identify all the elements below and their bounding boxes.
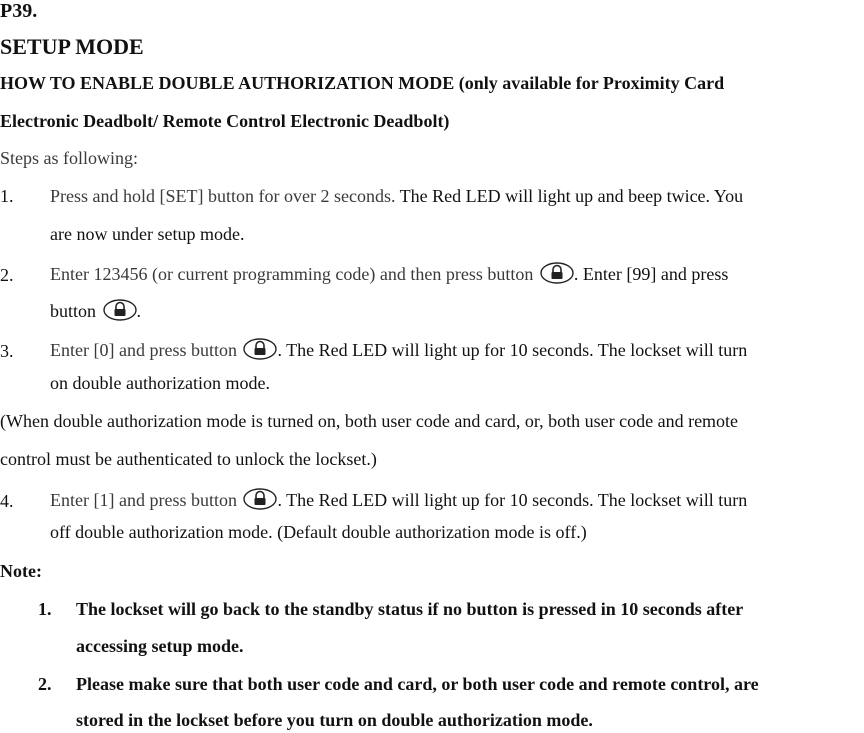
note-1-line-1: The lockset will go back to the standby status if no button is pressed in 10 seconds after [76, 599, 744, 619]
note-2-line-2: stored in the lockset before you turn on double authorization mode. [76, 710, 593, 730]
section-title: SETUP MODE [0, 34, 144, 59]
step-1-number: 1. [0, 186, 14, 206]
step-4-text-a: Enter [1] and press button [50, 490, 237, 510]
step-3-number: 3. [0, 341, 14, 361]
lock-button-icon [540, 262, 574, 284]
parenthetical-line-2: control must be authenticated to unlock the lockset.) [0, 449, 377, 469]
page-number: P39. [0, 0, 38, 22]
step-4-line-1 [50, 488, 747, 511]
step-2-line-2 [50, 299, 141, 322]
heading-line-1: HOW TO ENABLE DOUBLE AUTHORIZATION MODE (only available for Proximity Card [0, 73, 725, 93]
step-1-line-2: are now under setup mode. [50, 224, 245, 244]
step-2-text-b: . Enter [99] and press [573, 264, 729, 284]
step-2-text-c: button [50, 301, 97, 321]
step-1-line-1 [50, 186, 743, 207]
note-label: Note: [0, 561, 42, 581]
intro-text: Steps as following: [0, 148, 138, 168]
lock-button-icon [243, 488, 277, 510]
note-1-line-2: accessing setup mode. [76, 636, 244, 656]
step-3-line-1 [50, 338, 747, 361]
step-3-text-a: Enter [0] and press button [50, 340, 237, 360]
step-4-line-2: off double authorization mode. (Default double authorization mode is off.) [50, 522, 587, 542]
step-2-number: 2. [0, 265, 14, 285]
note-2-number: 2. [38, 674, 52, 694]
note-1-number: 1. [38, 599, 52, 619]
note-2-line-1: Please make sure that both user code and card, or both user code and remote control, are [76, 674, 759, 694]
step-2-line-1 [50, 262, 728, 285]
step-3-text-b: . The Red LED will light up for 10 seconds. The lockset will turn [277, 340, 748, 360]
step-4-text-b: . The Red LED will light up for 10 seconds. The lockset will turn [277, 490, 748, 510]
step-2-text-a: Enter 123456 (or current programming code) and then press button [50, 264, 534, 284]
lock-button-icon [103, 299, 137, 321]
parenthetical-line-1: (When double authorization mode is turned on, both user code and card, or, both user code and remote [0, 411, 739, 431]
step-3-line-2: on double authorization mode. [50, 373, 270, 393]
step-1-text-a: Press and hold [SET] button for over 2 seconds. [50, 186, 396, 206]
lock-button-icon [243, 338, 277, 360]
step-1-text-b: The Red LED will light up and beep twice. You [395, 186, 744, 206]
step-2-text-d: . [136, 301, 142, 321]
step-4-number: 4. [0, 491, 14, 511]
heading-line-2: Electronic Deadbolt/ Remote Control Electronic Deadbolt) [0, 111, 450, 131]
